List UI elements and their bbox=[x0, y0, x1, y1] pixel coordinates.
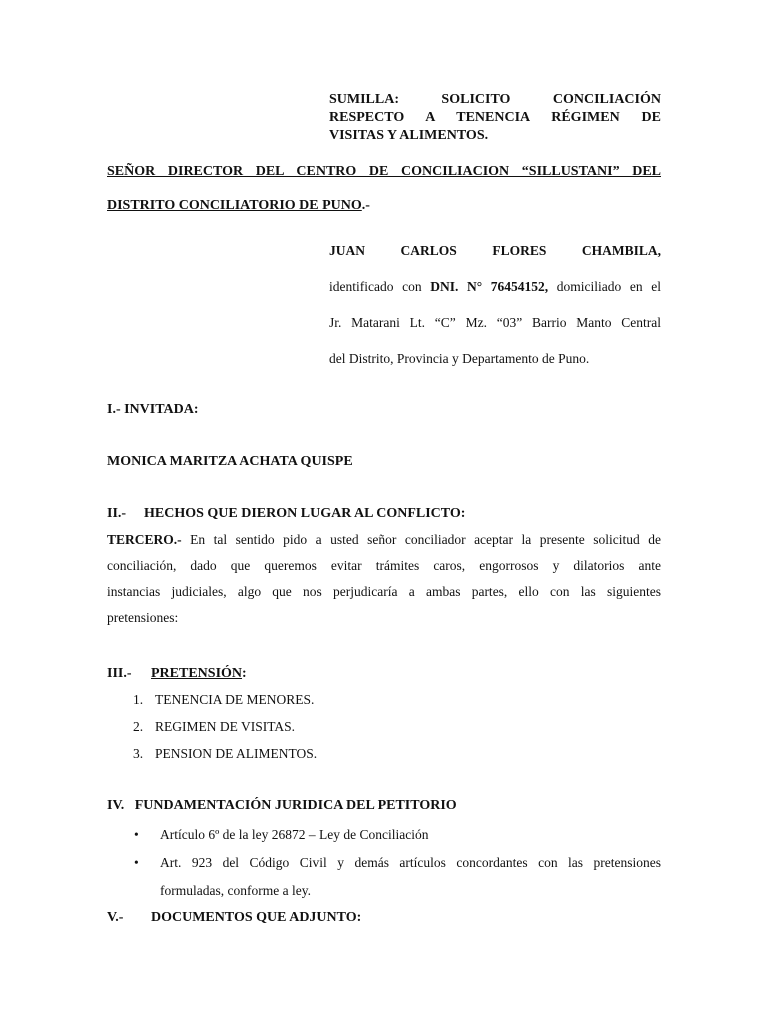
list-item bbox=[107, 826, 661, 844]
invitada-name: MONICA MARITZA ACHATA QUISPE bbox=[107, 454, 353, 469]
sumilla-line-2: RESPECTO A TENENCIA RÉGIMEN DE bbox=[329, 110, 661, 125]
applicant-name: JUAN CARLOS FLORES CHAMBILA, bbox=[329, 243, 661, 258]
section-2-number: II.- bbox=[107, 506, 127, 521]
tercero-line-4: pretensiones: bbox=[107, 610, 179, 625]
list-item bbox=[107, 718, 661, 736]
list-item bbox=[107, 745, 661, 763]
section-2-heading bbox=[107, 505, 465, 523]
tercero-paragraph bbox=[107, 531, 661, 635]
section-4-heading: IV. FUNDAMENTACIÓN JURIDICA DEL PETITORIO bbox=[107, 798, 457, 813]
applicant-dni: DNI. N° 76454152, bbox=[430, 279, 549, 294]
list-item-text: PENSION DE ALIMENTOS. bbox=[155, 746, 318, 761]
addressee-district: DISTRITO CONCILIATORIO DE PUNO bbox=[107, 198, 362, 213]
tercero-line-1 bbox=[107, 531, 661, 549]
tercero-line-1-rest: En tal sentido pido a usted señor conciliador aceptar la presente solicitud de bbox=[181, 532, 661, 547]
addressee-line-1-text: SEÑOR DIRECTOR DEL CENTRO DE CONCILIACION “SILLUSTANI” DEL bbox=[107, 164, 661, 179]
tercero-lead: TERCERO.- bbox=[107, 532, 182, 547]
section-1-heading: I.- INVITADA: bbox=[107, 402, 199, 417]
sumilla-line-3: VISITAS Y ALIMENTOS. bbox=[329, 128, 489, 143]
applicant-id-prefix: identificado con bbox=[329, 279, 431, 294]
list-item-number: 2. bbox=[133, 719, 144, 734]
applicant-id-line bbox=[329, 278, 661, 296]
section-3-colon: : bbox=[242, 666, 247, 681]
sumilla-block bbox=[329, 91, 661, 145]
list-item-text: Artículo 6º de la ley 26872 – Ley de Conciliación bbox=[160, 827, 429, 842]
bullet-icon: • bbox=[134, 827, 139, 842]
tercero-line-2: conciliación, dado que queremos evitar trámites caros, engorrosos y dilatorios ante bbox=[107, 558, 661, 573]
applicant-address-line: Jr. Matarani Lt. “C” Mz. “03” Barrio Manto Central bbox=[329, 315, 661, 330]
list-item-text-line-1: Art. 923 del Código Civil y demás artículos concordantes con las pretensiones bbox=[160, 855, 661, 870]
tercero-line-3: instancias judiciales, algo que nos perjudicaría a ambas partes, ello con las siguientes bbox=[107, 584, 661, 599]
section-5-number: V.- bbox=[107, 910, 124, 925]
bullet-icon: • bbox=[134, 855, 139, 870]
addressee-suffix: .- bbox=[361, 198, 370, 213]
list-item-number: 1. bbox=[133, 692, 144, 707]
section-5-heading bbox=[107, 909, 361, 927]
fundamentacion-list bbox=[107, 826, 661, 910]
section-5-title: DOCUMENTOS QUE ADJUNTO: bbox=[151, 910, 362, 925]
applicant-location-line: del Distrito, Provincia y Departamento de Puno. bbox=[329, 351, 590, 366]
addressee-line-1 bbox=[107, 163, 661, 181]
list-item-number: 3. bbox=[133, 746, 144, 761]
list-item-text: TENENCIA DE MENORES. bbox=[155, 692, 315, 707]
section-2-title: HECHOS QUE DIERON LUGAR AL CONFLICTO: bbox=[144, 506, 466, 521]
list-item bbox=[107, 854, 661, 900]
sumilla-line-1: SUMILLA: SOLICITO CONCILIACIÓN bbox=[329, 92, 661, 107]
section-3-title: PRETENSIÓN bbox=[151, 666, 243, 681]
list-item-text-line-2: formuladas, conforme a ley. bbox=[160, 883, 311, 898]
addressee-line-2 bbox=[107, 197, 661, 215]
pretension-list bbox=[107, 691, 661, 772]
section-3-number: III.- bbox=[107, 666, 132, 681]
addressee-block bbox=[107, 163, 661, 231]
applicant-block bbox=[329, 242, 661, 386]
section-3-heading bbox=[107, 665, 247, 683]
list-item bbox=[107, 691, 661, 709]
list-item-text: REGIMEN DE VISITAS. bbox=[155, 719, 296, 734]
applicant-id-suffix: domiciliado en el bbox=[548, 279, 661, 294]
